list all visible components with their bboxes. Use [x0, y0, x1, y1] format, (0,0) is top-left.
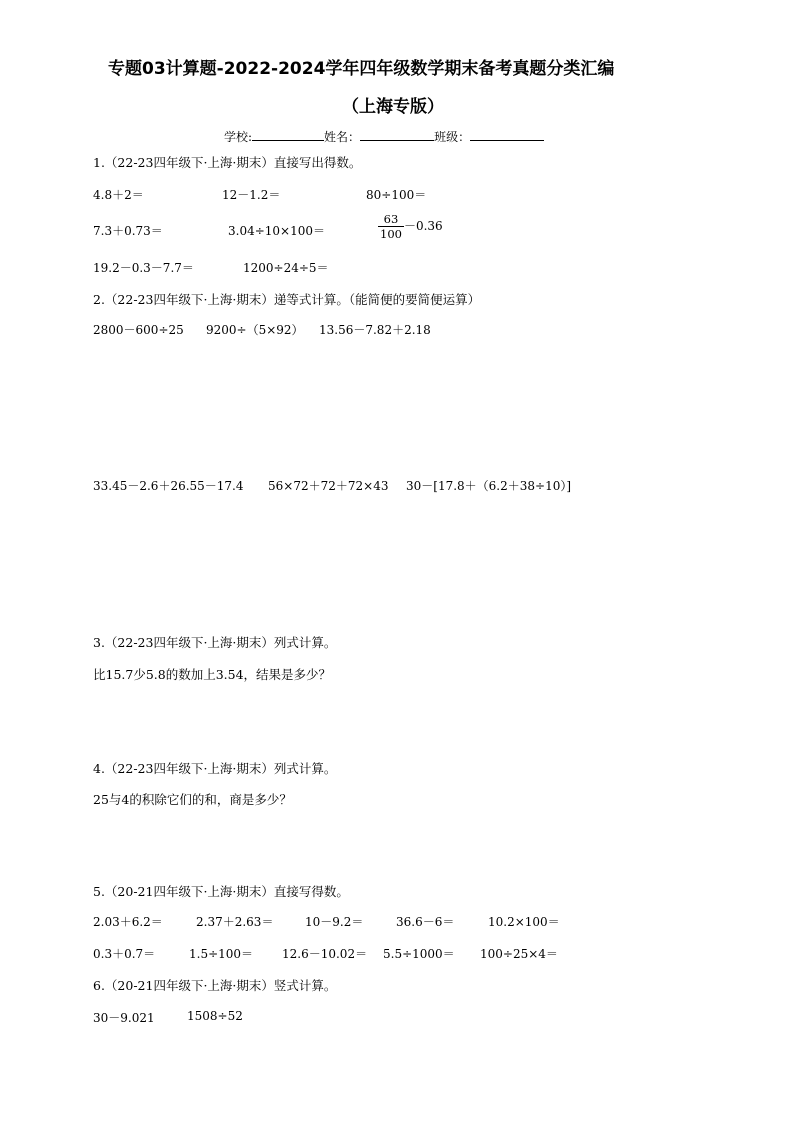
q1-fraction-expr: [378, 212, 443, 241]
student-info-line: [224, 127, 544, 145]
question-4-heading: 4.（22-23四年级下·上海·期末）列式计算。: [93, 761, 337, 776]
q1-expr: 4.8＋2＝: [93, 188, 144, 202]
q5-expr: 2.37＋2.63＝: [196, 915, 274, 929]
name-field[interactable]: [360, 127, 434, 141]
q1-expr: 1200÷24÷5＝: [243, 261, 329, 275]
q5-expr: 12.6－10.02＝: [282, 947, 368, 961]
page-subtitle: （上海专版）: [342, 97, 444, 117]
q6-expr: 30－9.021: [93, 1011, 155, 1025]
fraction-rest: －0.36: [403, 219, 443, 233]
question-6-heading: 6.（20-21四年级下·上海·期末）竖式计算。: [93, 978, 337, 993]
question-5-heading: 5.（20-21四年级下·上海·期末）直接写得数。: [93, 884, 349, 899]
fraction: [378, 212, 404, 241]
class-label: 班级：: [434, 130, 471, 144]
q5-expr: 5.5÷1000＝: [383, 947, 455, 961]
q5-expr: 10－9.2＝: [305, 915, 364, 929]
q6-expr: 1508÷52: [187, 1009, 243, 1023]
fraction-numerator: 63: [383, 212, 399, 226]
question-1-heading: 1.（22-23四年级下·上海·期末）直接写出得数。: [93, 155, 362, 170]
question-4-text: 25与4的积除它们的和，商是多少？: [93, 792, 292, 807]
q5-expr: 100÷25×4＝: [480, 947, 558, 961]
fraction-denominator: 100: [380, 227, 402, 241]
q5-expr: 36.6－6＝: [396, 915, 455, 929]
q2-expr: 30－[17.8＋（6.2＋38÷10）]: [406, 479, 572, 493]
question-3-text: 比15.7少5.8的数加上3.54，结果是多少？: [93, 667, 332, 682]
school-label: 学校:: [224, 130, 253, 144]
q5-expr: 2.03＋6.2＝: [93, 915, 163, 929]
page-title: 专题03计算题-2022-2024学年四年级数学期末备考真题分类汇编: [108, 59, 615, 79]
name-label: 姓名：: [324, 130, 361, 144]
question-3-heading: 3.（22-23四年级下·上海·期末）列式计算。: [93, 635, 337, 650]
q1-expr: 12－1.2＝: [222, 188, 281, 202]
q2-expr: 33.45－2.6＋26.55－17.4: [93, 479, 244, 493]
q2-expr: 9200÷（5×92）: [206, 323, 304, 337]
q5-expr: 1.5÷100＝: [189, 947, 254, 961]
school-field[interactable]: [252, 127, 324, 141]
q1-expr: 19.2－0.3－7.7＝: [93, 261, 194, 275]
q5-expr: 0.3＋0.7＝: [93, 947, 156, 961]
q5-expr: 10.2×100＝: [488, 915, 560, 929]
question-2-heading: 2.（22-23四年级下·上海·期末）递等式计算。（能简便的要简便运算）: [93, 292, 481, 307]
class-field[interactable]: [470, 127, 544, 141]
q1-expr: 3.04÷10×100＝: [228, 224, 326, 238]
q2-expr: 2800－600÷25: [93, 323, 184, 337]
q1-expr: 7.3＋0.73＝: [93, 224, 163, 238]
q2-expr: 56×72＋72＋72×43: [268, 479, 389, 493]
q2-expr: 13.56－7.82＋2.18: [319, 323, 431, 337]
q1-expr: 80÷100＝: [366, 188, 427, 202]
